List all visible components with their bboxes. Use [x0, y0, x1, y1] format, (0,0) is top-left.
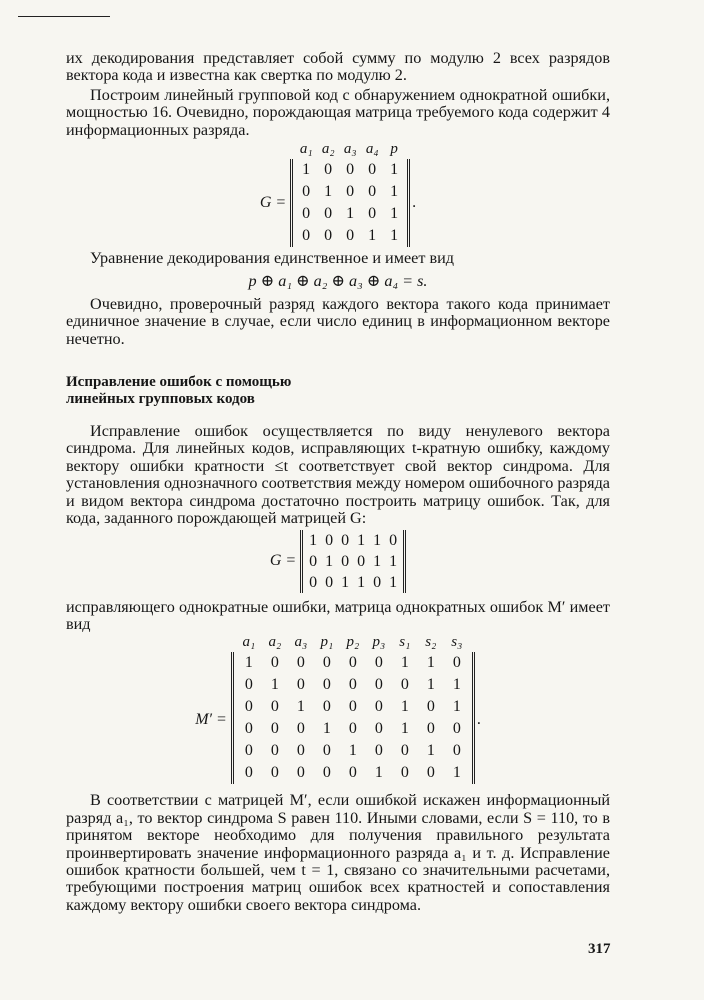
matrix-cell: 0: [309, 573, 318, 591]
matrix-row: [236, 740, 470, 762]
matrix-cell: 0: [400, 742, 409, 760]
matrix-cell: 0: [357, 552, 366, 570]
page-number: 317: [588, 941, 611, 957]
matrix-g1-header: [290, 141, 410, 159]
matrix-cell: 0: [270, 720, 279, 738]
matrix-cell: 0: [374, 720, 383, 738]
matrix-m-body: [231, 652, 475, 784]
matrix-row: [295, 203, 405, 225]
matrix-cell: 0: [324, 161, 333, 179]
matrix-cell: 0: [324, 227, 333, 245]
paragraph-5: Исправление ошибок осуществляется по виду ненулевого вектора синдрома. Для линейных кодов, исправляющих t-кратную ошибку, каждому вектору ошибки кратности ≤t соответствует свой вектор синдрома. Для установления однозначного соответствия между номером ошибочного разряда и видом вектора синдрома достаточно построить матрицу ошибок. Так, для кода, заданного порождающей матрицей G:: [66, 422, 610, 528]
matrix-m-trail: .: [476, 710, 481, 728]
matrix-cell: 1: [426, 742, 435, 760]
matrix-cell: 0: [341, 552, 350, 570]
matrix-cell: 1: [426, 676, 435, 694]
matrix-cell: 0: [346, 161, 355, 179]
matrix-cell: 1: [389, 552, 398, 570]
matrix-cell: 0: [374, 742, 383, 760]
matrix-cell: 1: [302, 161, 311, 179]
matrix-cell: 1: [390, 227, 399, 245]
paragraph-3: Уравнение декодирования единственное и имеет вид: [90, 249, 454, 268]
matrix-cell: 0: [322, 764, 331, 782]
matrix-cell: 1: [400, 654, 409, 672]
matrix-header-cell: a₃: [294, 634, 308, 651]
matrix-cell: 0: [341, 531, 350, 549]
matrix-cell: 0: [452, 654, 461, 672]
matrix-m: [231, 634, 475, 784]
matrix-header-cell: s₂: [425, 634, 437, 651]
matrix-g1-lhs: G =: [259, 194, 287, 212]
matrix-cell: 0: [346, 183, 355, 201]
matrix-cell: 0: [302, 205, 311, 223]
matrix-row: [305, 572, 401, 593]
matrix-m-lhs: M′ =: [195, 710, 227, 728]
heading-line-1: Исправление ошибок с помощью: [66, 374, 292, 391]
paragraph-4: Очевидно, проверочный разряд каждого вектора такого кода принимает единичное значение в случае, если число единиц в информационном векторе нечетно.: [66, 294, 610, 348]
matrix-cell: 1: [400, 698, 409, 716]
matrix-header-cell: p₃: [372, 634, 386, 651]
matrix-cell: 0: [270, 742, 279, 760]
matrix-cell: 1: [426, 654, 435, 672]
matrix-cell: 0: [346, 227, 355, 245]
matrix-g1-block: [66, 141, 610, 247]
paragraph-2: Построим линейный групповой код с обнаружением однократной ошибки, мощностью 16. Очевидно, порождающая матрица требуемого кода содержит 4 информационных разряда.: [66, 85, 610, 139]
matrix-cell: 1: [373, 552, 382, 570]
matrix-cell: 0: [348, 764, 357, 782]
matrix-cell: 1: [309, 531, 318, 549]
matrix-row: [236, 696, 470, 718]
matrix-header-cell: p₁: [320, 634, 334, 651]
matrix-cell: 0: [373, 573, 382, 591]
matrix-row: [236, 674, 470, 696]
matrix-cell: 1: [390, 205, 399, 223]
matrix-cell: 1: [373, 531, 382, 549]
matrix-g1-trail: .: [412, 194, 417, 212]
matrix-row: [236, 718, 470, 740]
matrix-cell: 0: [244, 742, 253, 760]
matrix-row: [236, 652, 470, 674]
matrix-row: [295, 225, 405, 247]
matrix-header-cell: a₁: [299, 141, 313, 158]
matrix-cell: 0: [302, 227, 311, 245]
matrix-header-cell: s₃: [451, 634, 463, 651]
matrix-cell: 1: [270, 676, 279, 694]
matrix-cell: 0: [325, 573, 334, 591]
matrix-cell: 1: [390, 183, 399, 201]
matrix-cell: 0: [296, 742, 305, 760]
matrix-cell: 1: [324, 183, 333, 201]
heading-line-2: линейных групповых кодов: [66, 391, 255, 408]
matrix-m-block: [66, 634, 610, 784]
matrix-header-cell: a₄: [365, 141, 379, 158]
matrix-header-cell: a₂: [321, 141, 335, 158]
matrix-cell: 0: [368, 161, 377, 179]
matrix-header-cell: p: [390, 141, 398, 158]
matrix-header-cell: s₁: [399, 634, 411, 651]
matrix-cell: 1: [452, 676, 461, 694]
matrix-header-cell: a₂: [268, 634, 282, 651]
matrix-cell: 0: [244, 764, 253, 782]
matrix-cell: 1: [348, 742, 357, 760]
matrix-cell: 1: [325, 552, 334, 570]
matrix-row: [236, 762, 470, 784]
matrix-cell: 1: [400, 720, 409, 738]
matrix-cell: 0: [270, 698, 279, 716]
section-heading: [66, 374, 610, 408]
matrix-cell: 0: [309, 552, 318, 570]
matrix-row: [305, 551, 401, 572]
matrix-row: [305, 530, 401, 551]
matrix-g2-lhs: G =: [269, 552, 297, 570]
matrix-cell: 0: [296, 720, 305, 738]
matrix-cell: 0: [244, 720, 253, 738]
matrix-cell: 1: [374, 764, 383, 782]
matrix-cell: 0: [368, 183, 377, 201]
matrix-cell: 1: [452, 764, 461, 782]
matrix-row: [295, 181, 405, 203]
matrix-cell: 0: [296, 764, 305, 782]
matrix-cell: 0: [322, 742, 331, 760]
paragraph-7: В соответствии с матрицей M′, если ошибкой искажен информационный разряд a₁, то вектор синдрома S равен 110. Иными словами, если S = 110, то в принятом векторе необходимо для получения правильного результата проинвертировать значение информационного разряда a₁ и т. д. Исправление ошибок кратности большей, чем t = 1, связано со значительными расчетами, требующими построения матриц ошибок всех кратностей и сопоставления каждому вектору ошибки своего вектора синдрома.: [66, 791, 610, 914]
matrix-cell: 1: [357, 573, 366, 591]
matrix-cell: 0: [368, 205, 377, 223]
paragraph-6: исправляющего однократные ошибки, матрица однократных ошибок M′ имеет вид: [66, 597, 610, 633]
matrix-cell: 0: [348, 654, 357, 672]
matrix-cell: 0: [426, 698, 435, 716]
matrix-cell: 1: [322, 720, 331, 738]
matrix-header-cell: a₁: [242, 634, 256, 651]
matrix-cell: 0: [374, 654, 383, 672]
matrix-cell: 0: [374, 698, 383, 716]
matrix-cell: 1: [389, 573, 398, 591]
matrix-g1: [290, 141, 410, 247]
paragraph-1: их декодирования представляет собой сумму по модулю 2 всех разрядов вектора кода и известна как свертка по модулю 2.: [66, 49, 610, 85]
matrix-cell: 1: [357, 531, 366, 549]
matrix-m-header: [231, 634, 475, 652]
matrix-cell: 1: [341, 573, 350, 591]
matrix-g2-body: [300, 530, 406, 593]
matrix-cell: 0: [324, 205, 333, 223]
top-rule: [18, 16, 110, 17]
matrix-cell: 0: [426, 764, 435, 782]
matrix-cell: 1: [244, 654, 253, 672]
matrix-cell: 0: [322, 698, 331, 716]
matrix-cell: 0: [374, 676, 383, 694]
matrix-cell: 0: [325, 531, 334, 549]
matrix-header-cell: p₂: [346, 634, 360, 651]
matrix-cell: 0: [452, 720, 461, 738]
matrix-cell: 1: [296, 698, 305, 716]
matrix-cell: 0: [400, 764, 409, 782]
matrix-cell: 0: [296, 676, 305, 694]
equation-decoding: p ⊕ a₁ ⊕ a₂ ⊕ a₃ ⊕ a₄ = s.: [248, 272, 428, 291]
matrix-cell: 1: [390, 161, 399, 179]
matrix-cell: 0: [270, 764, 279, 782]
matrix-cell: 0: [244, 676, 253, 694]
matrix-cell: 1: [346, 205, 355, 223]
matrix-cell: 0: [322, 676, 331, 694]
matrix-cell: 0: [348, 720, 357, 738]
matrix-cell: 1: [368, 227, 377, 245]
matrix-cell: 0: [244, 698, 253, 716]
matrix-cell: 0: [400, 676, 409, 694]
matrix-cell: 0: [348, 698, 357, 716]
page-body: [66, 50, 610, 914]
matrix-g2-block: [66, 530, 610, 593]
matrix-cell: 0: [426, 720, 435, 738]
matrix-cell: 0: [389, 531, 398, 549]
matrix-cell: 1: [452, 698, 461, 716]
matrix-cell: 0: [348, 676, 357, 694]
matrix-cell: 0: [452, 742, 461, 760]
matrix-row: [295, 159, 405, 181]
matrix-g2: [300, 530, 406, 593]
matrix-g1-body: [290, 159, 410, 247]
matrix-cell: 0: [322, 654, 331, 672]
matrix-cell: 0: [270, 654, 279, 672]
matrix-cell: 0: [302, 183, 311, 201]
matrix-cell: 0: [296, 654, 305, 672]
matrix-header-cell: a₃: [343, 141, 357, 158]
